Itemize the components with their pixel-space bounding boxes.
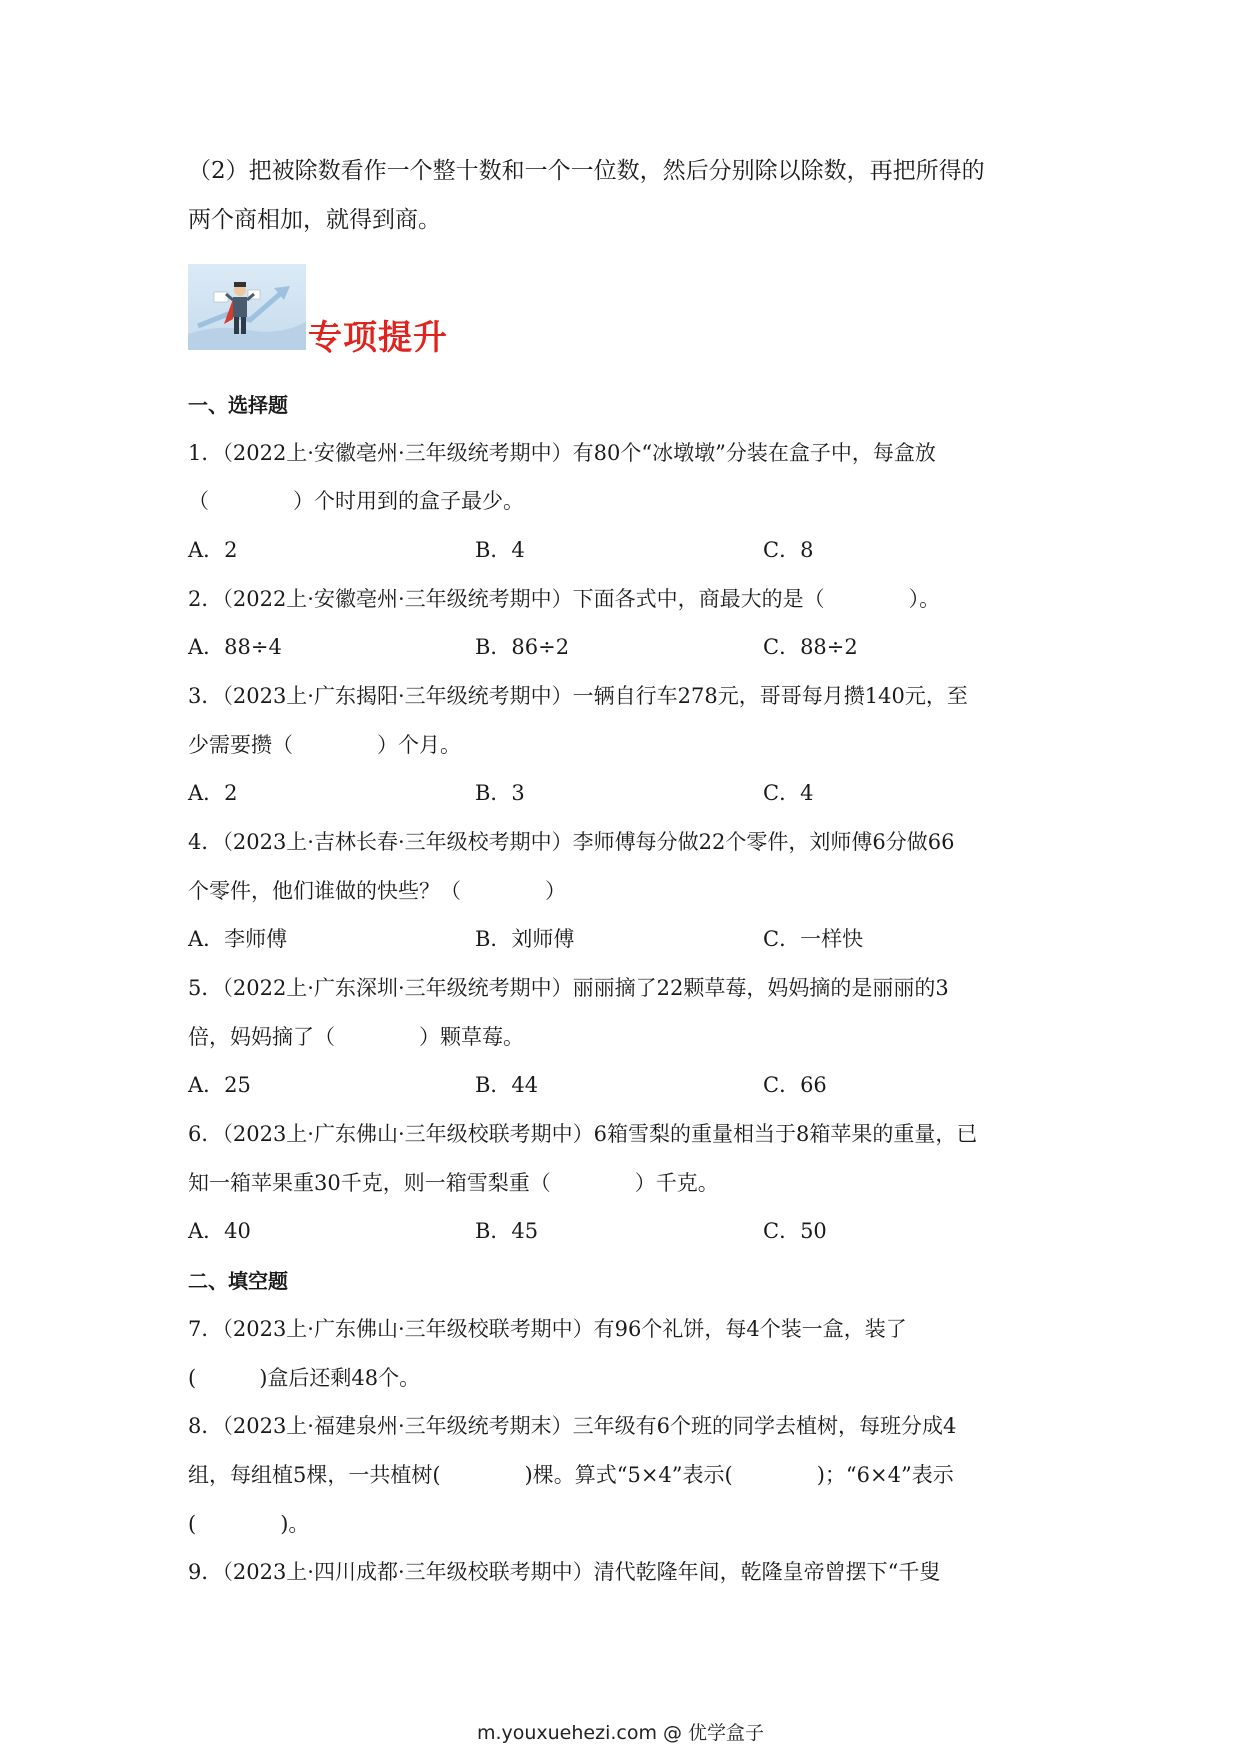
question-4-option-c: C．一样快: [763, 927, 864, 951]
section-heading-fill: 二、填空题: [188, 1269, 288, 1293]
question-5-option-a: A．25: [188, 1073, 251, 1097]
question-3-option-a: A．2: [188, 781, 238, 805]
intro-line-1: （2）把被除数看作一个整十数和一个一位数，然后分别除以除数，再把所得的: [188, 158, 985, 184]
question-6-option-a: A．40: [188, 1219, 251, 1243]
banner-title: 专项提升: [308, 318, 448, 358]
question-3-line-2: 少需要攒（ ）个月。: [188, 733, 461, 757]
question-7-line-1: 7．（2023上·广东佛山·三年级校联考期中）有96个礼饼，每4个装一盒，装了: [188, 1317, 907, 1341]
question-3-option-b: B．3: [475, 781, 525, 805]
question-4-line-1: 4．（2023上·吉林长春·三年级校考期中）李师傅每分做22个零件，刘师傅6分做66: [188, 830, 955, 854]
question-5-line-2: 倍，妈妈摘了（ ）颗草莓。: [188, 1025, 524, 1049]
section-heading-choice: 一、选择题: [188, 393, 288, 417]
question-6-option-c: C．50: [763, 1219, 827, 1243]
question-6-line-2: 知一箱苹果重30千克，则一箱雪梨重（ ）千克。: [188, 1171, 719, 1195]
question-2-option-c: C．88÷2: [763, 635, 858, 659]
question-8-line-1: 8．（2023上·福建泉州·三年级统考期末）三年级有6个班的同学去植树，每班分成4: [188, 1414, 957, 1438]
question-6-option-b: B．45: [475, 1219, 539, 1243]
question-4-option-a: A．李师傅: [188, 927, 288, 951]
question-8-line-3: ( )。: [188, 1512, 310, 1536]
banner-figure-icon: [188, 264, 306, 350]
question-3-line-1: 3．（2023上·广东揭阳·三年级统考期中）一辆自行车278元，哥哥每月攒140元，至: [188, 684, 968, 708]
footer-watermark[interactable]: m.youxuehezi.com @ 优学盒子: [476, 1722, 765, 1744]
question-1-option-b: B．4: [475, 538, 525, 562]
question-1-line-1: 1．（2022上·安徽亳州·三年级统考期中）有80个“冰墩墩”分装在盒子中，每盒放: [188, 441, 936, 465]
banner-illustration: [188, 264, 306, 350]
question-9-line-1: 9．（2023上·四川成都·三年级校联考期中）清代乾隆年间，乾隆皇帝曾摆下“千叟: [188, 1560, 941, 1584]
question-1-line-2: （ ）个时用到的盒子最少。: [188, 489, 524, 513]
question-1-option-c: C．8: [763, 538, 814, 562]
question-4-line-2: 个零件，他们谁做的快些？（ ）: [188, 879, 566, 903]
question-5-line-1: 5．（2022上·广东深圳·三年级统考期中）丽丽摘了22颗草莓，妈妈摘的是丽丽的3: [188, 976, 949, 1000]
question-7-line-2: ( )盒后还剩48个。: [188, 1366, 421, 1390]
question-8-line-2: 组，每组植5棵，一共植树( )棵。算式“5×4”表示( )；“6×4”表示: [188, 1463, 954, 1487]
question-5-option-b: B．44: [475, 1073, 539, 1097]
question-1-option-a: A．2: [188, 538, 238, 562]
question-4-option-b: B．刘师傅: [475, 927, 575, 951]
intro-line-2: 两个商相加，就得到商。: [188, 207, 441, 233]
question-2-option-b: B．86÷2: [475, 635, 570, 659]
question-2-line-1: 2．（2022上·安徽亳州·三年级统考期中）下面各式中，商最大的是（ ）。: [188, 587, 941, 611]
question-5-option-c: C．66: [763, 1073, 827, 1097]
question-6-line-1: 6．（2023上·广东佛山·三年级校联考期中）6箱雪梨的重量相当于8箱苹果的重量，已: [188, 1122, 978, 1146]
question-3-option-c: C．4: [763, 781, 814, 805]
question-2-option-a: A．88÷4: [188, 635, 282, 659]
